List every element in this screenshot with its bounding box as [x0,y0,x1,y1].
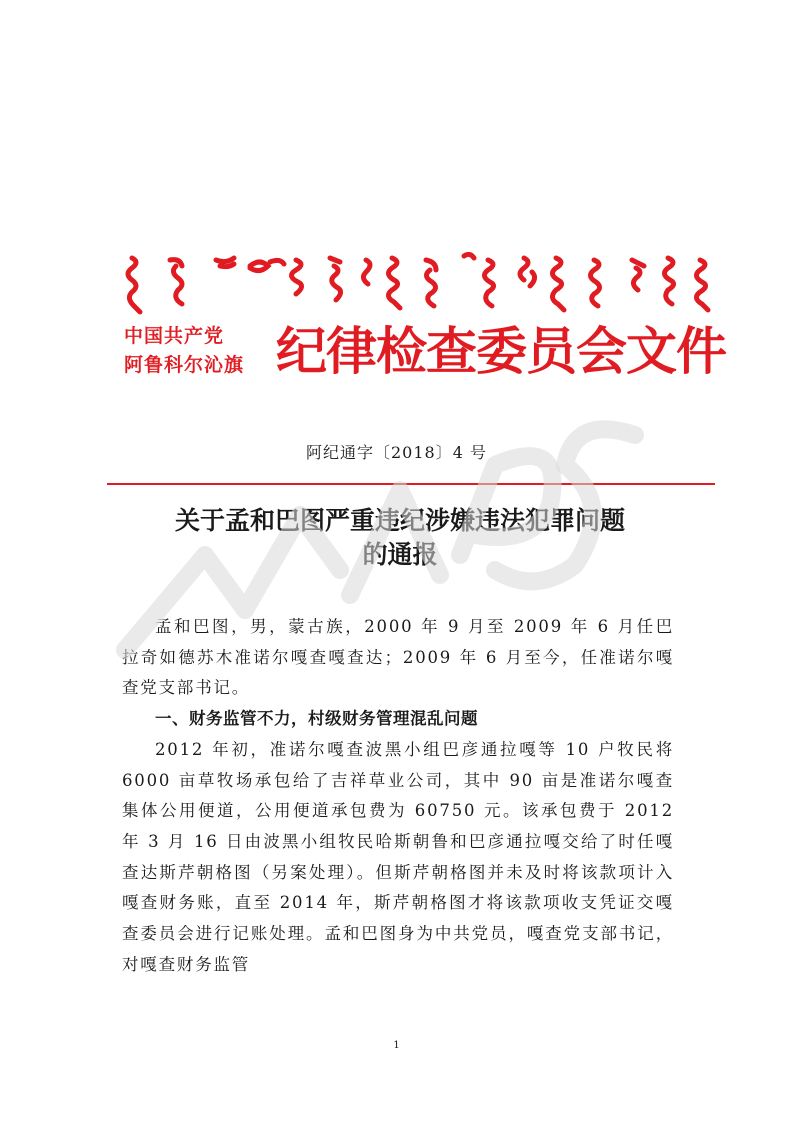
page-number: 1 [393,1040,400,1051]
section-1-heading: 一、财务监管不力，村级财务管理混乱问题 [155,709,478,729]
red-divider [107,483,715,485]
notice-body [122,612,674,980]
section-1-paragraph: 2012 年初，准诺尔嘎查波黑小组巴彦通拉嘎等 10 户牧民将 6000 亩草牧场承包给了吉祥草业公司，其中 90 亩是准诺尔嘎查集体公用便道，公用便道承包费为 60750 元。该承包费于 2012 年 3 月 16 日由波黑小组牧民哈斯朝鲁和巴彦通拉嘎交给了时任嘎查达斯芹朝格图（另案处理）。但斯芹朝格图并未及时将该款项计入嘎查财务账，直至 2014 年，斯芹朝格图才将该款项收支凭证交嘎查委员会进行记账处理。孟和巴图身为中共党员，嘎查党支部书记，对嘎查财务监管 [122,739,674,974]
org-line-1: 中国共产党 [124,325,225,347]
document-number: 阿纪通字〔2018〕4 号 [306,443,487,462]
org-line-2: 阿鲁科尔沁旗 [124,354,245,376]
notice-title [100,504,700,572]
notice-title-line-2: 的通报 [362,540,438,569]
notice-title-line-1: 关于孟和巴图严重违纪涉嫌违法犯罪问题 [174,506,625,535]
intro-paragraph: 孟和巴图，男，蒙古族，2000 年 9 月至 2009 年 6 月任巴拉奇如德苏木准诺尔嘎查嘎查达；2009 年 6 月至今，任准诺尔嘎查党支部书记。 [122,617,674,698]
party-org-name [124,322,274,380]
org-document-title: 纪律检查委员会文件 [276,322,727,382]
